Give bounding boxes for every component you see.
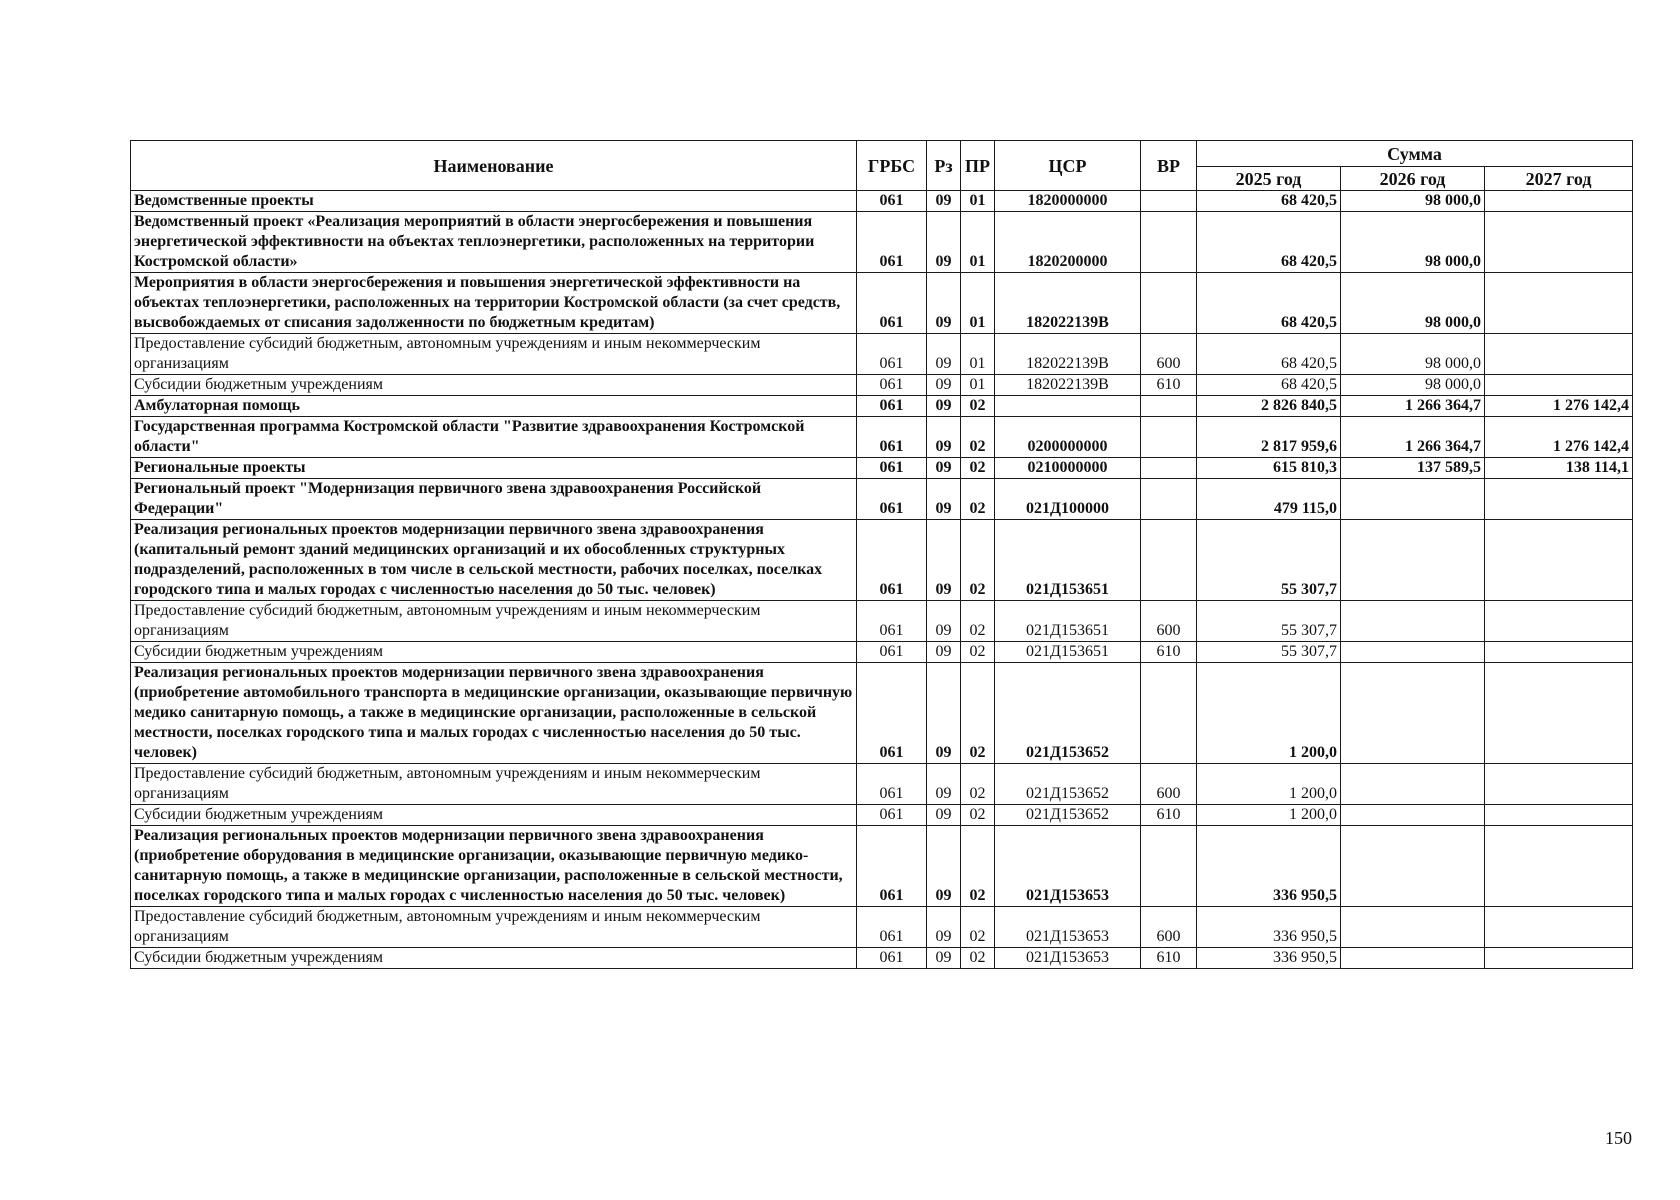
cell-amount-2027 — [1485, 826, 1633, 907]
cell-amount-2025: 336 950,5 — [1197, 907, 1341, 948]
table-row — [131, 191, 1633, 212]
cell-amount-2027 — [1485, 334, 1633, 375]
cell-name: Предоставление субсидий бюджетным, автономным учреждениям и иным некоммерческим организациям — [131, 764, 857, 805]
header-sum: Сумма — [1197, 141, 1633, 167]
cell-csr: 1820200000 — [995, 212, 1141, 273]
cell-amount-2027 — [1485, 520, 1633, 601]
cell-amount-2026: 98 000,0 — [1341, 375, 1485, 396]
table-row — [131, 663, 1633, 764]
budget-table — [130, 140, 1633, 969]
cell-pr: 01 — [961, 273, 995, 334]
header-year-2025: 2025 год — [1197, 167, 1341, 191]
cell-grbs: 061 — [857, 907, 927, 948]
cell-vr — [1141, 417, 1197, 458]
cell-amount-2026: 98 000,0 — [1341, 273, 1485, 334]
cell-name: Субсидии бюджетным учреждениям — [131, 805, 857, 826]
cell-pr: 02 — [961, 826, 995, 907]
cell-amount-2025: 68 420,5 — [1197, 191, 1341, 212]
cell-amount-2027 — [1485, 948, 1633, 969]
header-rz: Рз — [927, 141, 961, 191]
cell-vr — [1141, 826, 1197, 907]
cell-amount-2027 — [1485, 764, 1633, 805]
cell-vr: 610 — [1141, 642, 1197, 663]
cell-amount-2026 — [1341, 479, 1485, 520]
table-row — [131, 273, 1633, 334]
cell-vr: 610 — [1141, 948, 1197, 969]
cell-pr: 02 — [961, 642, 995, 663]
cell-amount-2026: 1 266 364,7 — [1341, 417, 1485, 458]
table-row — [131, 764, 1633, 805]
cell-amount-2026: 98 000,0 — [1341, 212, 1485, 273]
cell-grbs: 061 — [857, 805, 927, 826]
cell-amount-2027 — [1485, 212, 1633, 273]
cell-amount-2025: 55 307,7 — [1197, 601, 1341, 642]
cell-pr: 02 — [961, 907, 995, 948]
cell-vr — [1141, 396, 1197, 417]
cell-vr: 600 — [1141, 907, 1197, 948]
cell-name: Ведомственные проекты — [131, 191, 857, 212]
cell-amount-2025: 1 200,0 — [1197, 663, 1341, 764]
header-pr: ПР — [961, 141, 995, 191]
cell-rz: 09 — [927, 334, 961, 375]
cell-csr: 182022139В — [995, 273, 1141, 334]
cell-grbs: 061 — [857, 273, 927, 334]
cell-amount-2025: 68 420,5 — [1197, 212, 1341, 273]
cell-pr: 01 — [961, 334, 995, 375]
cell-name: Субсидии бюджетным учреждениям — [131, 642, 857, 663]
cell-amount-2027 — [1485, 907, 1633, 948]
table-row — [131, 907, 1633, 948]
cell-csr: 021Д153651 — [995, 601, 1141, 642]
cell-csr: 021Д153651 — [995, 520, 1141, 601]
table-row — [131, 417, 1633, 458]
cell-rz: 09 — [927, 273, 961, 334]
cell-name: Региональный проект "Модернизация первичного звена здравоохранения Российской Федерации" — [131, 479, 857, 520]
cell-pr: 02 — [961, 417, 995, 458]
cell-amount-2027 — [1485, 642, 1633, 663]
table-body — [131, 191, 1633, 969]
cell-csr: 021Д100000 — [995, 479, 1141, 520]
cell-rz: 09 — [927, 601, 961, 642]
cell-name: Ведомственный проект «Реализация мероприятий в области энергосбережения и повышения энергетической эффективности на объектах теплоэнергетики, расположенных на территории Костромской области» — [131, 212, 857, 273]
cell-grbs: 061 — [857, 396, 927, 417]
cell-amount-2027 — [1485, 479, 1633, 520]
table-row — [131, 212, 1633, 273]
cell-csr — [995, 396, 1141, 417]
header-year-2026: 2026 год — [1341, 167, 1485, 191]
table-header — [131, 141, 1633, 191]
cell-amount-2027 — [1485, 273, 1633, 334]
cell-vr — [1141, 191, 1197, 212]
cell-name: Предоставление субсидий бюджетным, автономным учреждениям и иным некоммерческим организациям — [131, 334, 857, 375]
cell-csr: 0200000000 — [995, 417, 1141, 458]
cell-rz: 09 — [927, 907, 961, 948]
cell-csr: 021Д153652 — [995, 764, 1141, 805]
cell-rz: 09 — [927, 191, 961, 212]
cell-grbs: 061 — [857, 334, 927, 375]
cell-amount-2025: 68 420,5 — [1197, 273, 1341, 334]
cell-amount-2026 — [1341, 948, 1485, 969]
cell-csr: 021Д153652 — [995, 663, 1141, 764]
cell-name: Реализация региональных проектов модернизации первичного звена здравоохранения (приобретение оборудования в медицинские организации, оказывающие первичную медико-санитарную помощь, а также в медицинские организации, расположенные в сельской местности, поселках городского типа и малых городах с численностью населения до 50 тыс. человек) — [131, 826, 857, 907]
cell-amount-2025: 1 200,0 — [1197, 805, 1341, 826]
cell-rz: 09 — [927, 826, 961, 907]
cell-pr: 02 — [961, 396, 995, 417]
table-row — [131, 805, 1633, 826]
cell-amount-2027: 138 114,1 — [1485, 458, 1633, 479]
cell-rz: 09 — [927, 642, 961, 663]
cell-amount-2026 — [1341, 601, 1485, 642]
cell-name: Субсидии бюджетным учреждениям — [131, 948, 857, 969]
cell-amount-2026: 137 589,5 — [1341, 458, 1485, 479]
table-row — [131, 396, 1633, 417]
cell-grbs: 061 — [857, 764, 927, 805]
cell-grbs: 061 — [857, 417, 927, 458]
cell-vr: 600 — [1141, 334, 1197, 375]
cell-amount-2025: 479 115,0 — [1197, 479, 1341, 520]
cell-vr — [1141, 520, 1197, 601]
cell-grbs: 061 — [857, 663, 927, 764]
cell-amount-2026 — [1341, 520, 1485, 601]
cell-pr: 02 — [961, 479, 995, 520]
cell-csr: 021Д153653 — [995, 907, 1141, 948]
cell-amount-2027 — [1485, 663, 1633, 764]
table-row — [131, 642, 1633, 663]
cell-amount-2026 — [1341, 826, 1485, 907]
cell-vr: 610 — [1141, 375, 1197, 396]
cell-rz: 09 — [927, 520, 961, 601]
table-row — [131, 601, 1633, 642]
cell-vr: 600 — [1141, 601, 1197, 642]
cell-grbs: 061 — [857, 520, 927, 601]
cell-pr: 02 — [961, 520, 995, 601]
cell-rz: 09 — [927, 663, 961, 764]
cell-amount-2027 — [1485, 191, 1633, 212]
cell-name: Амбулаторная помощь — [131, 396, 857, 417]
cell-amount-2026 — [1341, 764, 1485, 805]
cell-amount-2025: 336 950,5 — [1197, 826, 1341, 907]
cell-amount-2026: 98 000,0 — [1341, 191, 1485, 212]
cell-amount-2025: 55 307,7 — [1197, 642, 1341, 663]
cell-name: Мероприятия в области энергосбережения и повышения энергетической эффективности на объектах теплоэнергетики, расположенных на территории Костромской области (за счет средств, высвобождаемых от списания задолженности по бюджетным кредитам) — [131, 273, 857, 334]
cell-pr: 02 — [961, 601, 995, 642]
cell-csr: 021Д153653 — [995, 826, 1141, 907]
cell-pr: 02 — [961, 805, 995, 826]
cell-pr: 02 — [961, 663, 995, 764]
cell-amount-2027 — [1485, 601, 1633, 642]
cell-name: Реализация региональных проектов модернизации первичного звена здравоохранения (приобретение автомобильного транспорта в медицинские организации, оказывающие первичную медико санитарную помощь, а также в медицинские организации, расположенные в сельской местности, поселках городского типа и малых городах с численностью населения до 50 тыс. человек) — [131, 663, 857, 764]
cell-amount-2025: 68 420,5 — [1197, 375, 1341, 396]
page-number: 150 — [1605, 1128, 1632, 1148]
cell-pr: 02 — [961, 764, 995, 805]
cell-grbs: 061 — [857, 479, 927, 520]
cell-amount-2025: 2 817 959,6 — [1197, 417, 1341, 458]
table-row — [131, 334, 1633, 375]
cell-rz: 09 — [927, 212, 961, 273]
cell-vr — [1141, 273, 1197, 334]
cell-pr: 01 — [961, 191, 995, 212]
cell-name: Субсидии бюджетным учреждениям — [131, 375, 857, 396]
header-csr: ЦСР — [995, 141, 1141, 191]
cell-rz: 09 — [927, 948, 961, 969]
cell-rz: 09 — [927, 805, 961, 826]
cell-rz: 09 — [927, 479, 961, 520]
cell-amount-2027 — [1485, 375, 1633, 396]
cell-amount-2027: 1 276 142,4 — [1485, 396, 1633, 417]
header-name: Наименование — [131, 141, 857, 191]
cell-csr: 021Д153653 — [995, 948, 1141, 969]
cell-amount-2026 — [1341, 663, 1485, 764]
cell-rz: 09 — [927, 764, 961, 805]
cell-pr: 02 — [961, 948, 995, 969]
cell-vr — [1141, 479, 1197, 520]
cell-amount-2025: 55 307,7 — [1197, 520, 1341, 601]
cell-name: Реализация региональных проектов модернизации первичного звена здравоохранения (капитальный ремонт зданий медицинских организаций и их обособленных структурных подразделений, расположенных в том числе в сельской местности, рабочих поселках, поселках городского типа и малых городах с численностью населения до 50 тыс. человек) — [131, 520, 857, 601]
cell-csr: 1820000000 — [995, 191, 1141, 212]
cell-amount-2025: 1 200,0 — [1197, 764, 1341, 805]
cell-grbs: 061 — [857, 375, 927, 396]
header-vr: ВР — [1141, 141, 1197, 191]
cell-rz: 09 — [927, 396, 961, 417]
cell-grbs: 061 — [857, 642, 927, 663]
cell-grbs: 061 — [857, 948, 927, 969]
cell-csr: 182022139В — [995, 334, 1141, 375]
cell-name: Региональные проекты — [131, 458, 857, 479]
cell-rz: 09 — [927, 458, 961, 479]
cell-amount-2026: 1 266 364,7 — [1341, 396, 1485, 417]
cell-amount-2025: 615 810,3 — [1197, 458, 1341, 479]
cell-vr — [1141, 458, 1197, 479]
cell-pr: 02 — [961, 458, 995, 479]
cell-vr — [1141, 212, 1197, 273]
cell-amount-2026 — [1341, 907, 1485, 948]
cell-rz: 09 — [927, 417, 961, 458]
cell-grbs: 061 — [857, 212, 927, 273]
cell-amount-2026 — [1341, 805, 1485, 826]
cell-csr: 021Д153652 — [995, 805, 1141, 826]
cell-vr — [1141, 663, 1197, 764]
table-row — [131, 479, 1633, 520]
cell-grbs: 061 — [857, 826, 927, 907]
cell-amount-2025: 2 826 840,5 — [1197, 396, 1341, 417]
table-row — [131, 375, 1633, 396]
cell-csr: 021Д153651 — [995, 642, 1141, 663]
cell-amount-2027: 1 276 142,4 — [1485, 417, 1633, 458]
header-year-2027: 2027 год — [1485, 167, 1633, 191]
cell-name: Предоставление субсидий бюджетным, автономным учреждениям и иным некоммерческим организациям — [131, 907, 857, 948]
header-grbs: ГРБС — [857, 141, 927, 191]
cell-csr: 0210000000 — [995, 458, 1141, 479]
cell-pr: 01 — [961, 375, 995, 396]
cell-amount-2025: 336 950,5 — [1197, 948, 1341, 969]
cell-csr: 182022139В — [995, 375, 1141, 396]
cell-amount-2027 — [1485, 805, 1633, 826]
table-row — [131, 520, 1633, 601]
cell-amount-2026: 98 000,0 — [1341, 334, 1485, 375]
cell-name: Предоставление субсидий бюджетным, автономным учреждениям и иным некоммерческим организациям — [131, 601, 857, 642]
cell-grbs: 061 — [857, 191, 927, 212]
table-row — [131, 948, 1633, 969]
cell-vr: 600 — [1141, 764, 1197, 805]
cell-grbs: 061 — [857, 458, 927, 479]
table-row — [131, 826, 1633, 907]
cell-vr: 610 — [1141, 805, 1197, 826]
table-row — [131, 458, 1633, 479]
cell-rz: 09 — [927, 375, 961, 396]
cell-amount-2025: 68 420,5 — [1197, 334, 1341, 375]
cell-amount-2026 — [1341, 642, 1485, 663]
cell-grbs: 061 — [857, 601, 927, 642]
cell-pr: 01 — [961, 212, 995, 273]
cell-name: Государственная программа Костромской области "Развитие здравоохранения Костромской области" — [131, 417, 857, 458]
